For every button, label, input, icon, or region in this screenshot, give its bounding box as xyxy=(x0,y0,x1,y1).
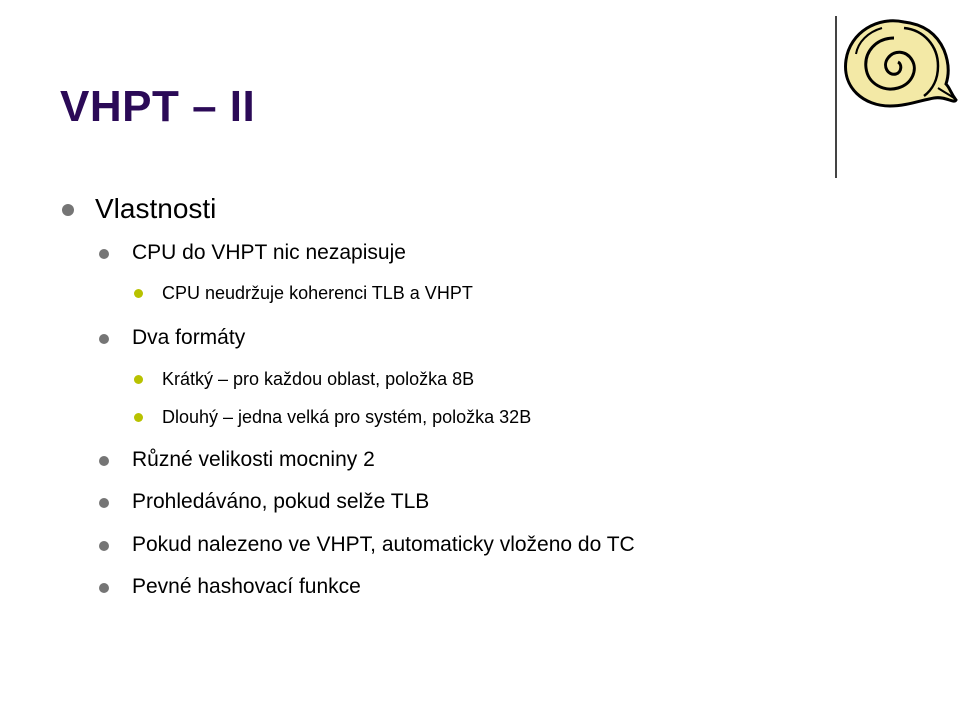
bullet-hash: Pevné hashovací funkce xyxy=(132,575,361,598)
bullet-dot xyxy=(62,204,74,216)
bullet-dot xyxy=(99,249,109,259)
slide-title: VHPT – II xyxy=(60,82,256,131)
vertical-divider xyxy=(835,16,837,178)
bullet-vlastnosti: Vlastnosti xyxy=(95,193,217,224)
bullet-dot xyxy=(134,413,143,422)
bullet-dot xyxy=(134,375,143,384)
bullet-dva-formaty: Dva formáty xyxy=(132,326,246,349)
bullet-dot xyxy=(99,498,109,508)
bullet-dot xyxy=(99,456,109,466)
bullet-dot xyxy=(99,334,109,344)
bullet-kratky: Krátký – pro každou oblast, položka 8B xyxy=(162,369,475,389)
bullet-dlouhy: Dlouhý – jedna velká pro systém, položka 32B xyxy=(162,407,532,427)
bullet-dot xyxy=(99,583,109,593)
bullet-prohledavano: Prohledáváno, pokud selže TLB xyxy=(132,490,430,513)
bullet-nalezeno: Pokud nalezeno ve VHPT, automaticky vloženo do TC xyxy=(132,533,635,556)
bullet-cpu-nezapisuje: CPU do VHPT nic nezapisuje xyxy=(132,241,406,264)
bullet-dot xyxy=(99,541,109,551)
scroll-icon xyxy=(838,14,960,114)
bullet-dot xyxy=(134,289,143,298)
bullet-velikosti: Různé velikosti mocniny 2 xyxy=(132,448,375,471)
bullet-cpu-koherence: CPU neudržuje koherenci TLB a VHPT xyxy=(162,283,473,303)
